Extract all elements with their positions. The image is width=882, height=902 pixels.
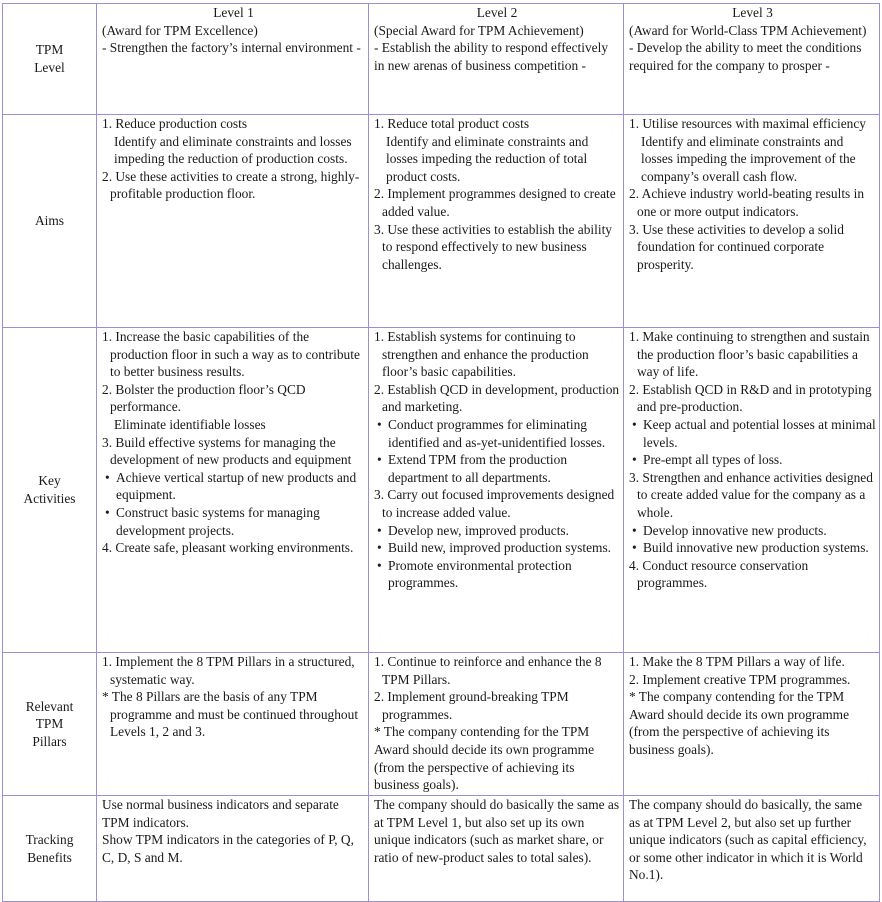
- key-activities-level-2: [369, 328, 624, 653]
- bullet-text: Achieve vertical startup of new products and equipment.: [116, 469, 357, 503]
- level-2-header: [369, 4, 624, 115]
- list-item: 1. Implement the 8 TPM Pillars in a structured, systematic way.: [102, 654, 355, 687]
- bullet-item: [102, 504, 365, 539]
- bullet-icon: •: [632, 452, 637, 468]
- list-item: 3. Build effective systems for managing the development of new products and equipment: [102, 434, 352, 468]
- tracking-row: [3, 796, 880, 902]
- bullet-text: Pre-empt all types of loss.: [643, 452, 783, 468]
- level-goal: - Establish the ability to respond effectively in new arenas of business competition -: [374, 40, 609, 73]
- level-header-row: [3, 4, 880, 115]
- bullet-text: Extend TPM from the production department to all departments.: [388, 452, 568, 485]
- list-item: 2. Establish QCD in development, production and marketing.: [374, 381, 620, 415]
- indented-note: Identify and eliminate constraints and losses impeding the reduction of total product costs.: [386, 133, 589, 184]
- pillars-level-1: [97, 653, 369, 796]
- indented-note: Eliminate identifiable losses: [114, 416, 266, 432]
- list-item: * The company contending for the TPM Award should decide its own programme (from the perspective of achieving its business goals).: [629, 689, 850, 757]
- level-title: Level 1: [213, 5, 254, 20]
- bullet-text: Build new, improved production systems.: [388, 540, 612, 556]
- bullet-item: [374, 557, 620, 592]
- list-item: 1. Make continuing to strengthen and sustain the production floor’s basic capabilities a way of life.: [629, 329, 870, 380]
- row-label-tracking: [3, 796, 97, 902]
- row-label-key-activities: [3, 328, 97, 653]
- pillars-row: [3, 653, 880, 796]
- list-item: 3. Strengthen and enhance activities designed to create added value for the company as a whole.: [629, 469, 873, 520]
- bullet-icon: •: [377, 416, 382, 432]
- row-label-text: TPM Level: [34, 42, 65, 75]
- list-item: 4. Create safe, pleasant working environments.: [102, 540, 354, 556]
- list-item: * The company contending for the TPM Award should decide its own programme (from the perspective of achieving its business goals).: [374, 724, 595, 793]
- bullet-item: [374, 522, 620, 540]
- row-label-text: Key Activities: [23, 473, 76, 506]
- aims-row: [3, 115, 880, 328]
- bullet-icon: •: [377, 522, 382, 538]
- list-item: 3. Carry out focused improvements designed to increase added value.: [374, 487, 615, 520]
- level-1-header: [97, 4, 369, 115]
- row-label-text: Aims: [34, 213, 65, 229]
- bullet-item: [629, 539, 876, 557]
- list-item: Show TPM indicators in the categories of P, Q, C, D, S and M.: [102, 832, 354, 865]
- pillars-level-3: [624, 653, 880, 796]
- key-activities-row: [3, 328, 880, 653]
- list-item: 4. Conduct resource conservation programmes.: [629, 557, 809, 591]
- list-item: The company should do basically, the same as at TPM Level 2, but also set up further unique indicators (such as capital efficiency, or some other indicator in which it is World No.1).: [629, 797, 867, 883]
- row-label-text: Relevant TPM Pillars: [25, 698, 74, 749]
- bullet-icon: •: [377, 557, 382, 573]
- list-item: 1. Increase the basic capabilities of the production floor in such a way as to contribute to better business results.: [102, 329, 360, 380]
- row-label-tpm-level: [3, 4, 97, 115]
- list-item: 3. Use these activities to establish the ability to respond effectively to new business challenges.: [374, 221, 613, 272]
- bullet-text: Conduct programmes for eliminating identified and as-yet-unidentified losses.: [388, 416, 606, 450]
- list-item: 2. Establish QCD in R&D and in prototyping and pre-production.: [629, 381, 872, 415]
- tpm-levels-table: [2, 3, 880, 902]
- pillars-level-2: [369, 653, 624, 796]
- level-award: (Award for World-Class TPM Achievement): [629, 22, 867, 38]
- bullet-icon: •: [632, 522, 637, 538]
- bullet-item: [374, 416, 620, 451]
- aims-level-3: [624, 115, 880, 328]
- list-item: 2. Achieve industry world-beating results in one or more output indicators.: [629, 186, 865, 219]
- list-item: The company should do basically the same as at TPM Level 1, but also set up its own unique indicators (such as market share, or ratio of new-product sales to total sales).: [374, 797, 620, 865]
- bullet-item: [374, 451, 620, 486]
- bullet-item: [629, 522, 876, 540]
- aims-level-2: [369, 115, 624, 328]
- indented-note: Identify and eliminate constraints and losses impeding the reduction of production costs.: [114, 133, 352, 167]
- list-item: 1. Establish systems for continuing to strengthen and enhance the production floor’s basic capabilities.: [374, 329, 589, 380]
- list-item: 1. Utilise resources with maximal efficiency: [629, 116, 866, 131]
- list-item: 3. Use these activities to develop a solid foundation for continued corporate prosperity.: [629, 221, 844, 272]
- list-item: 2. Implement creative TPM programmes.: [629, 671, 851, 687]
- level-award: (Special Award for TPM Achievement): [374, 22, 584, 38]
- list-item: Use normal business indicators and separate TPM indicators.: [102, 797, 339, 830]
- list-item: 2. Implement ground-breaking TPM programmes.: [374, 689, 569, 722]
- bullet-icon: •: [632, 416, 637, 432]
- list-item: 2. Bolster the production floor’s QCD performance.: [102, 381, 306, 415]
- bullet-text: Build innovative new production systems.: [643, 540, 869, 556]
- tracking-level-3: [624, 796, 880, 902]
- bullet-icon: •: [377, 452, 382, 468]
- tracking-level-1: [97, 796, 369, 902]
- bullet-text: Develop innovative new products.: [643, 522, 827, 538]
- row-label-text: Tracking Benefits: [25, 831, 74, 865]
- level-title: Level 2: [476, 5, 518, 20]
- bullet-text: Keep actual and potential losses at minimal levels.: [643, 416, 876, 450]
- bullet-text: Promote environmental protection programmes.: [388, 557, 572, 591]
- key-activities-level-1: [97, 328, 369, 653]
- bullet-text: Develop new, improved products.: [388, 522, 569, 538]
- level-goal: - Develop the ability to meet the conditions required for the company to prosper -: [629, 40, 862, 73]
- list-item: 2. Use these activities to create a strong, highly-profitable production floor.: [102, 168, 360, 202]
- bullet-icon: •: [105, 469, 110, 485]
- aims-level-1: [97, 115, 369, 328]
- key-activities-level-3: [624, 328, 880, 653]
- bullet-item: [629, 451, 876, 469]
- bullet-text: Construct basic systems for managing development projects.: [116, 504, 320, 538]
- row-label-aims: [3, 115, 97, 328]
- list-item: 1. Continue to reinforce and enhance the 8 TPM Pillars.: [374, 654, 602, 687]
- bullet-item: [374, 539, 620, 557]
- list-item: * The 8 Pillars are the basis of any TPM programme and must be continued throughout Levels 1, 2 and 3.: [102, 689, 359, 740]
- bullet-icon: •: [632, 540, 637, 556]
- bullet-item: [102, 469, 365, 504]
- tracking-level-2: [369, 796, 624, 902]
- list-item: 1. Make the 8 TPM Pillars a way of life.: [629, 654, 845, 669]
- level-3-header: [624, 4, 880, 115]
- list-item: 2. Implement programmes designed to create added value.: [374, 186, 616, 219]
- bullet-item: [629, 416, 876, 451]
- level-award: (Award for TPM Excellence): [102, 22, 258, 38]
- list-item: 1. Reduce total product costs: [374, 116, 530, 131]
- indented-note: Identify and eliminate constraints and losses impeding the improvement of the company’s overall cash flow.: [641, 133, 856, 184]
- row-label-pillars: [3, 653, 97, 796]
- bullet-icon: •: [105, 504, 110, 520]
- bullet-icon: •: [377, 540, 382, 556]
- list-item: 1. Reduce production costs: [102, 116, 248, 131]
- level-goal: - Strengthen the factory’s internal environment -: [102, 40, 361, 56]
- level-title: Level 3: [732, 5, 773, 20]
